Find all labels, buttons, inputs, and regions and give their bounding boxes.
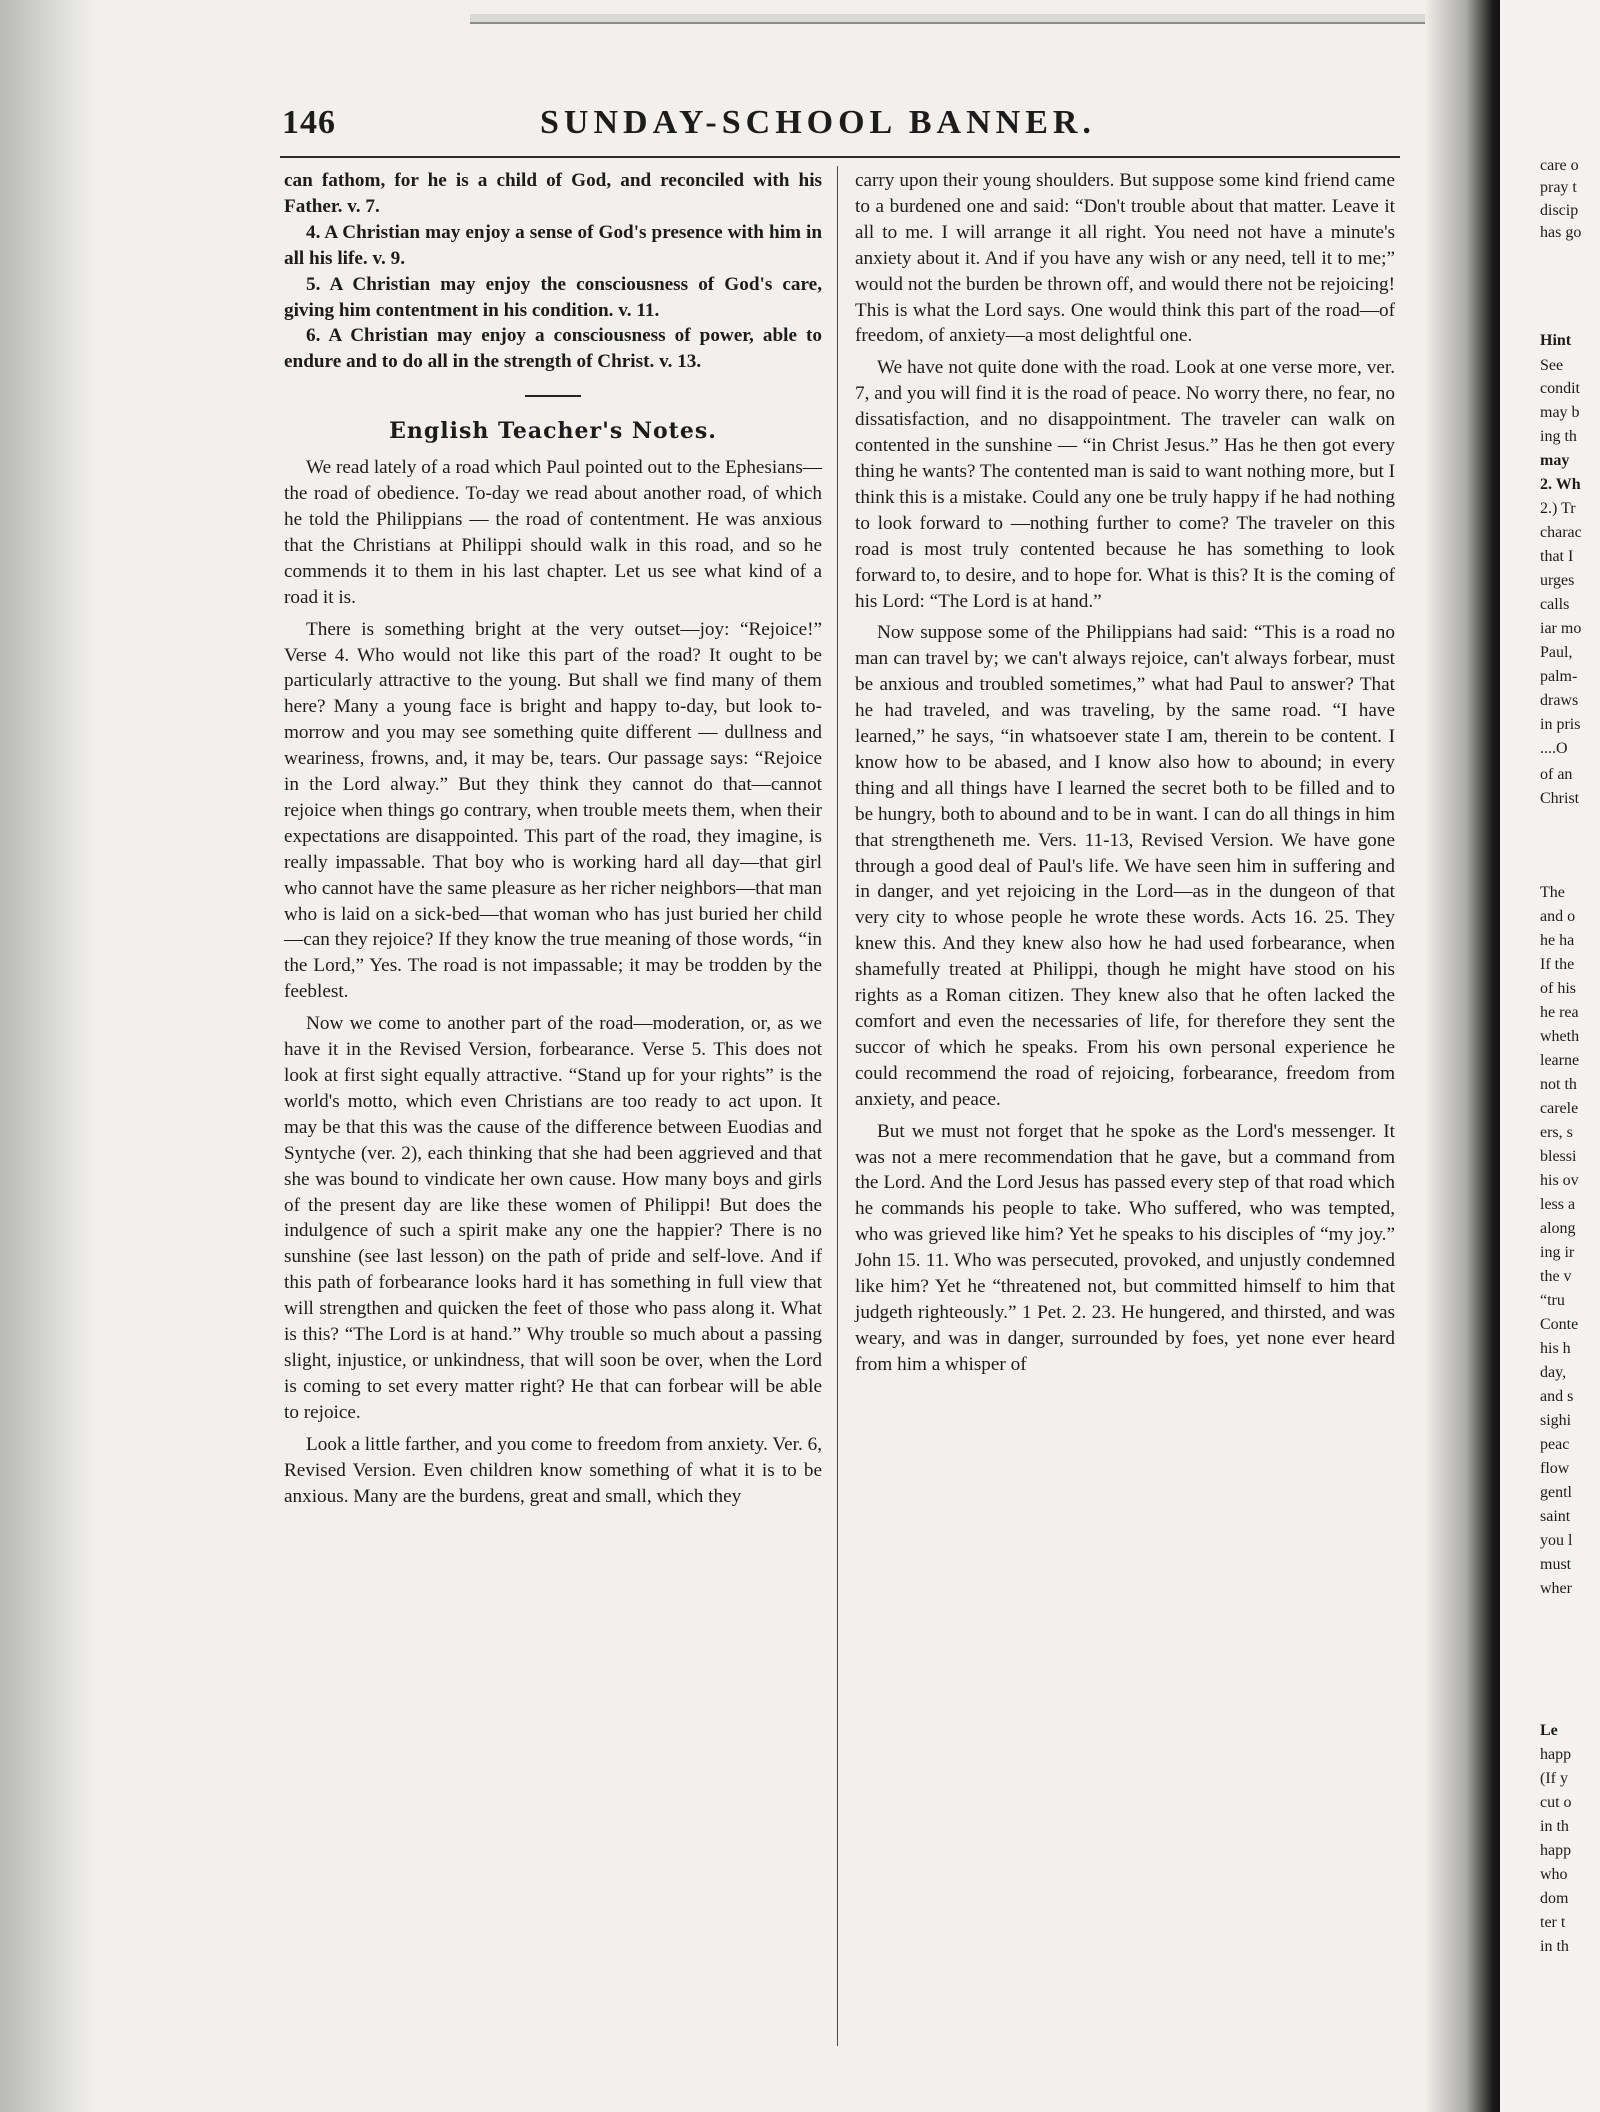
facing-page-line: his h xyxy=(1540,1340,1571,1357)
facing-page-line: learne xyxy=(1540,1052,1580,1069)
facing-page-line: If the xyxy=(1540,956,1575,973)
facing-page-line: gentl xyxy=(1540,1484,1572,1501)
facing-page-line: (If y xyxy=(1540,1770,1568,1787)
running-title: SUNDAY-SCHOOL BANNER. xyxy=(540,104,1096,141)
facing-page-line: must xyxy=(1540,1556,1572,1573)
body-paragraph: Now suppose some of the Philippians had said: “This is a road no man can travel by; we can't always rejoice, can't always forbear, must be anxious and troubled sometimes,” what had Paul to answer? That he had traveled, and was traveling, by the same road. “I have learned,” he says, “in whatsoever state I am, therein to be content. I know how to be abased, and I know also how to abound; in every thing and all things have I learned the secret both to be filled and to be hungry, both to abound and to be in want. I can do all things in him that strengtheneth me. Vers. 11-13, Revised Version. We have gone through a good deal of Paul's life. We have seen him in suffering and in danger, and yet rejoicing in the Lord—as in the dungeon of that very city to whose people he wrote these words. Acts 16. 25. They knew this. And they knew also how he had used forbearance, when shamefully treated at Philippi, though he might have stood on his rights as a Roman citizen. They knew also that he often lacked the comfort and even the necessaries of life, for therefore they sent the succor of which he speaks. From his own personal experience he could recommend the road of rejoicing, forbearance, freedom from anxiety, and peace. xyxy=(855,622,1395,1110)
facing-page-line: ers, s xyxy=(1540,1124,1573,1141)
facing-page-line: has go xyxy=(1540,224,1582,241)
lesson-point: 6. A Christian may enjoy a consciousness of power, able to endure and to do all in the strength of Christ. v. 13. xyxy=(284,325,822,373)
facing-page-line: who xyxy=(1540,1866,1568,1883)
facing-page-line: ....O xyxy=(1540,740,1568,757)
facing-page-line: carele xyxy=(1540,1100,1579,1117)
facing-page-line: 2. Wh xyxy=(1540,476,1581,493)
facing-page-line: he ha xyxy=(1540,932,1575,949)
lesson-points xyxy=(284,168,822,375)
facing-page-line: and s xyxy=(1540,1388,1574,1405)
facing-page-line: not th xyxy=(1540,1076,1577,1093)
facing-page-line: urges xyxy=(1540,572,1575,589)
facing-page-line: wher xyxy=(1540,1580,1572,1597)
facing-page-line: calls xyxy=(1540,596,1570,613)
book-gutter-shadow xyxy=(1425,0,1500,2112)
section-rule xyxy=(525,395,581,397)
facing-page-line: charac xyxy=(1540,524,1582,541)
header-rule xyxy=(280,156,1400,158)
facing-page-line: See xyxy=(1540,357,1564,374)
facing-page-line: less a xyxy=(1540,1196,1576,1213)
body-paragraph: But we must not forget that he spoke as the Lord's messenger. It was not a mere recommendation that he gave, but a command from the Lord. And the Lord Jesus has passed every step of that road which he commands his people to take. Who suffered, who was tempted, who was grieved like him? Yet he speaks to his disciples of “my joy.” John 15. 11. Who was persecuted, provoked, and unjustly condemned like him? Yet he “threatened not, but committed himself to him that judgeth righteously.” 1 Pet. 2. 23. He hungered, and thirsted, and was weary, and was in danger, surrounded by foes, yet none ever heard from him a whisper of xyxy=(855,1120,1395,1375)
page-number: 146 xyxy=(282,104,336,141)
facing-page-line: ter t xyxy=(1540,1914,1566,1931)
facing-page-line: happ xyxy=(1540,1842,1572,1859)
body-paragraph: There is something bright at the very outset—joy: “Rejoice!” Verse 4. Who would not like this part of the road? It ought to be particularly attractive to the young. But shall we find many of them here? Many a young face is bright and happy to-day, but look to-morrow and you may see something quite different — dullness and weariness, frowns, and, it may be, tears. Our passage says: “Rejoice in the Lord alway.” But they think they cannot do that—cannot rejoice when things go contrary, when trouble meets them, when their expectations are disappointed. This part of the road, they imagine, is really impassable. That boy who is working hard all day—that girl who cannot have the same pleasure as her richer neighbors—that man who is laid on a sick-bed—that woman who has just buried her child—can they rejoice? If they know the true meaning of those words, “in the Lord,” Yes. The road is not impassable; it may be trodden by the feeblest. xyxy=(284,618,822,1003)
facing-page-line: that I xyxy=(1540,548,1574,565)
right-column xyxy=(855,168,1395,1378)
facing-page-line: dom xyxy=(1540,1890,1569,1907)
section-heading: English Teacher's Notes. xyxy=(389,418,717,445)
facing-page-line: day, xyxy=(1540,1364,1567,1381)
facing-page-line: saint xyxy=(1540,1508,1571,1525)
body-paragraph: carry upon their young shoulders. But suppose some kind friend came to a burdened one and said: “Don't trouble about that matter. Leave it all to me. I will arrange it all right. You need not have a minute's anxiety about it. And if you have any wish or any need, tell it to me;” would not the burden be thrown off, and would there not be rejoicing! This is what the Lord says. One would think this part of the road—of freedom, of anxiety—a most delightful one. xyxy=(855,170,1395,347)
column-divider xyxy=(837,166,838,2046)
left-column xyxy=(284,168,822,1509)
facing-page-line: care o xyxy=(1540,157,1579,174)
facing-page-line: of an xyxy=(1540,766,1573,783)
scan-top-edge xyxy=(470,14,1440,24)
page-header xyxy=(280,104,1400,154)
facing-page-line: and o xyxy=(1540,908,1576,925)
facing-page-line: draws xyxy=(1540,692,1579,709)
facing-page-line: iar mo xyxy=(1540,620,1582,637)
facing-page-line: peac xyxy=(1540,1436,1570,1453)
book-page xyxy=(280,90,1400,2070)
facing-page-line: along xyxy=(1540,1220,1576,1237)
facing-page-line: pray t xyxy=(1540,179,1577,196)
facing-page-line: “tru xyxy=(1540,1292,1565,1309)
scan-left-margin xyxy=(0,0,95,2112)
facing-page-line: Conte xyxy=(1540,1316,1579,1333)
facing-page-line: ing ir xyxy=(1540,1244,1575,1261)
facing-page-line: condit xyxy=(1540,380,1580,397)
facing-page-line: in th xyxy=(1540,1938,1569,1955)
facing-page-line: blessi xyxy=(1540,1148,1577,1165)
lesson-point: 5. A Christian may enjoy the consciousness of God's care, giving him contentment in his condition. v. 11. xyxy=(284,273,822,321)
facing-page-line: may xyxy=(1540,452,1570,469)
facing-page-line: ing th xyxy=(1540,428,1577,445)
facing-page-line: in pris xyxy=(1540,716,1581,733)
facing-page-line: he rea xyxy=(1540,1004,1579,1021)
facing-page-line: you l xyxy=(1540,1532,1573,1549)
facing-page-line: palm- xyxy=(1540,668,1578,685)
facing-page-line: Christ xyxy=(1540,790,1580,807)
facing-page-line: flow xyxy=(1540,1460,1570,1477)
facing-page-line: may b xyxy=(1540,404,1580,421)
facing-page-fragment xyxy=(1500,0,1600,2112)
facing-page-line: of his xyxy=(1540,980,1576,997)
facing-page-line: discip xyxy=(1540,202,1579,219)
facing-page-line: cut o xyxy=(1540,1794,1572,1811)
facing-page-line: in th xyxy=(1540,1818,1569,1835)
lesson-point: can fathom, for he is a child of God, and reconciled with his Father. v. 7. xyxy=(284,170,822,217)
facing-page-line: Le xyxy=(1540,1722,1558,1739)
body-paragraph: We have not quite done with the road. Look at one verse more, ver. 7, and you will find it is the road of peace. No worry there, no fear, no dissatisfaction, and no disappointment. The traveler can walk on contented in the sunshine — “in Christ Jesus.” Has he then got every thing he wants? The contented man is said to want nothing more, but I think this is a mistake. Could any one be truly happy if he had nothing to look forward to —nothing further to come? The traveler on this road is most truly contented because he has something to look forward to, to desire, and to hope for. What is this? It is the coming of his Lord: “The Lord is at hand.” xyxy=(855,357,1395,612)
lesson-point: 4. A Christian may enjoy a sense of God's presence with him in all his life. v. 9. xyxy=(284,221,822,269)
facing-page-line: wheth xyxy=(1540,1028,1580,1045)
body-paragraph: Now we come to another part of the road—moderation, or, as we have it in the Revised Version, forbearance. Verse 5. This does not look at first sight equally attractive. “Stand up for your rights” is the world's motto, which even Christians are too ready to act upon. It may be that this was the cause of the difference between Euodias and Syntyche (ver. 2), each thinking that she had been aggrieved and that she was bound to vindicate her own cause. How many boys and girls of the present day are like these women of Philippi! But does the indulgence of such a spirit make any one the happier? There is no sunshine (see last lesson) on the path of pride and self-love. And if this path of forbearance looks hard it has something in full view that will strengthen and quicken the feet of those who pass along it. What is this? “The Lord is at hand.” Why trouble so much about a passing slight, injustice, or unkindness, that will soon be over, when the Lord is coming to set every matter right? He that can forbear will be able to rejoice. xyxy=(284,1013,822,1423)
body-paragraph: We read lately of a road which Paul pointed out to the Ephesians—the road of obedience. To-day we read about another road, of which he told the Philippians — the road of contentment. He was anxious that the Christians at Philippi should walk in this road, and so he commends it to them in his last chapter. Let us see what kind of a road it is. xyxy=(284,457,822,608)
facing-page-line: The xyxy=(1540,884,1565,901)
facing-page-line: happ xyxy=(1540,1746,1572,1763)
body-paragraph: Look a little farther, and you come to freedom from anxiety. Ver. 6, Revised Version. Even children know something of what it is to be anxious. Many are the burdens, great and small, which they xyxy=(284,1433,822,1507)
facing-page-line: Paul, xyxy=(1540,644,1573,661)
facing-page-line: sighi xyxy=(1540,1412,1572,1429)
facing-page-line: his ov xyxy=(1540,1172,1579,1189)
facing-page-line: the v xyxy=(1540,1268,1572,1285)
facing-page-line: 2.) Tr xyxy=(1540,500,1576,517)
facing-page-line: Hint xyxy=(1540,332,1572,349)
